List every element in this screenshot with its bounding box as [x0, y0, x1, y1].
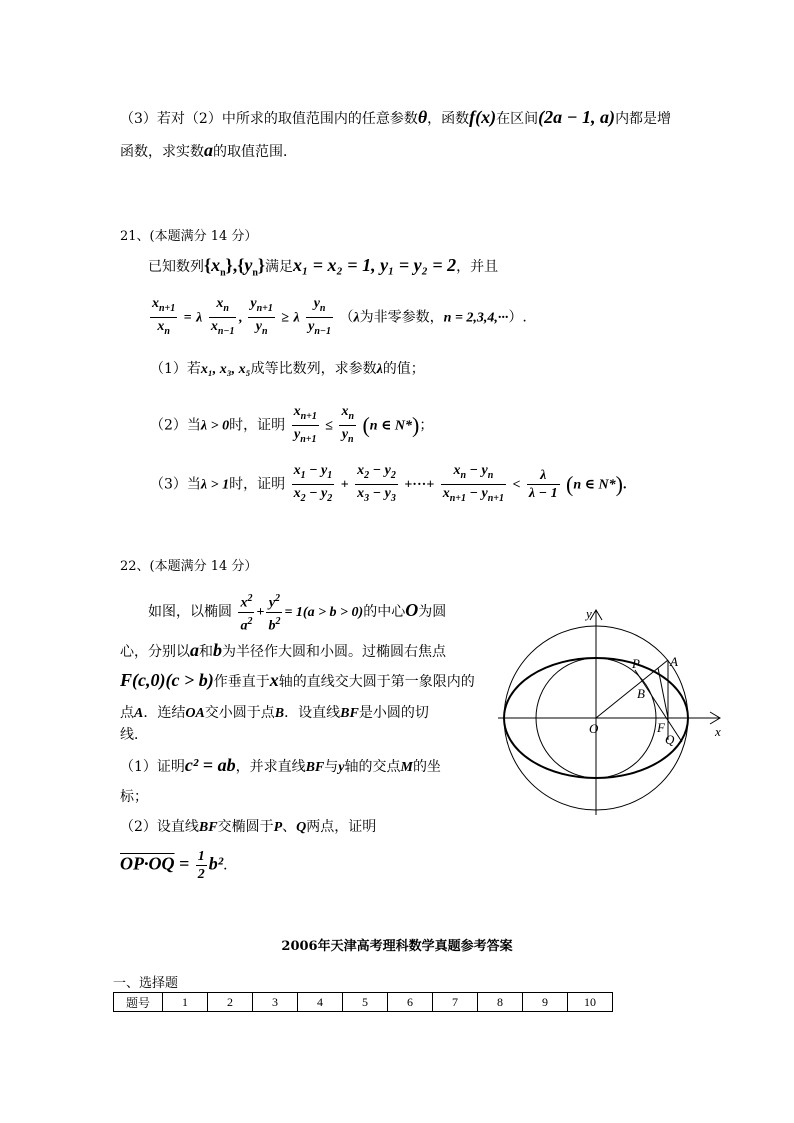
q22-part1: （1）证明c² = ab，并求直线BF与y轴的交点M的坐	[120, 755, 441, 775]
label-O: O	[589, 721, 599, 736]
label-A: A	[670, 654, 678, 669]
label-Q: Q	[665, 732, 675, 747]
q22-dot-product: OP·OQ = $\frac{1}{2}$ b²．	[120, 849, 238, 882]
table-cell: 3	[253, 993, 298, 1012]
q22-line2: 心，分别以a和b为半径作大圆和小圆。过椭圆右焦点	[120, 640, 446, 660]
label-F: F	[657, 720, 665, 735]
label-P: P	[632, 656, 640, 671]
q22-part1-line2: 标；	[120, 789, 148, 805]
q22-line3: F(c,0)(c > b)作垂直于x轴的直线交大圆于第一象限内的	[120, 670, 475, 690]
table-cell: 7	[433, 993, 478, 1012]
q22-line5: 线．	[120, 727, 148, 743]
q21-intro: 已知数列$\{x_n\},\{y_n\}$满足x₁ = x₂ = 1, y₁ = y₂ = 2，并且	[148, 255, 499, 279]
q22-header: 22、(本题满分 14 分）	[120, 559, 258, 574]
answers-title: 2006年天津高考理科数学真题参考答案	[281, 939, 513, 954]
q22-line1: 如图，以椭圆 $\frac{x^2}{a^2}$ + $\frac{y^2}{b^2}$ = 1(a > b > 0)的中心O为圆	[148, 590, 446, 634]
q20-part3-line2: 函数，求实数a的取值范围．	[120, 140, 297, 160]
label-y: y	[586, 606, 592, 621]
table-row	[114, 993, 613, 1012]
table-cell: 6	[388, 993, 433, 1012]
table-cell: 1	[163, 993, 208, 1012]
q22-part2: （2）设直线BF交椭圆于P、Q两点，证明	[120, 819, 377, 835]
table-cell: 9	[523, 993, 568, 1012]
table-cell: 10	[568, 993, 613, 1012]
q21-part2: （2）当λ > 0时，证明 $\frac{x_{n+1}}{y_{n+1}}$ ≤ $\frac{x_n}{y_n}$ (n ∈ N*)；	[150, 404, 434, 445]
q21-part3: （3）当λ > 1时，证明 $\frac{x_1 - y_1}{x_2 - y_2}$ + $\frac{x_2 - y_2}{x_3 - y_3}$ +···+ $\frac{x_n - y_n}{x_{n+1} - y_{n+1}}$ < $\frac{\lambda}{\lambda - 1}$ (n ∈ N*).	[150, 463, 627, 504]
table-cell: 2	[208, 993, 253, 1012]
ellipse-circle-figure	[498, 600, 728, 820]
q21-recurrence: $\frac{x_{n+1}}{x_n}$ = λ $\frac{x_n}{x_{n-1}}$ , $\frac{y_{n+1}}{y_n}$ ≥ λ $\frac{y_n}{y_{n-1}}$ （λ为非零参数，n = 2,3,4,···）.	[152, 296, 527, 337]
q21-header: 21、(本题满分 14 分）	[120, 229, 258, 244]
q21-part1: （1）若x₁, x₃, x₅成等比数列，求参数λ的值；	[150, 361, 425, 377]
table-cell: 5	[343, 993, 388, 1012]
label-B: B	[637, 686, 645, 701]
answers-section1: 一、选择题	[113, 976, 179, 991]
header-cell: 题号	[114, 993, 163, 1012]
q22-line4: 点A．连结OA交小圆于点B．设直线BF是小圆的切	[120, 705, 429, 721]
table-cell: 8	[478, 993, 523, 1012]
q20-part3-line1: （3）若对（2）中所求的取值范围内的任意参数θ，函数f(x)在区间(2a − 1, a)内都是增	[120, 107, 672, 127]
answer-table	[113, 992, 613, 1012]
table-cell: 4	[298, 993, 343, 1012]
label-x: x	[715, 724, 721, 739]
segment-PF	[658, 668, 668, 718]
